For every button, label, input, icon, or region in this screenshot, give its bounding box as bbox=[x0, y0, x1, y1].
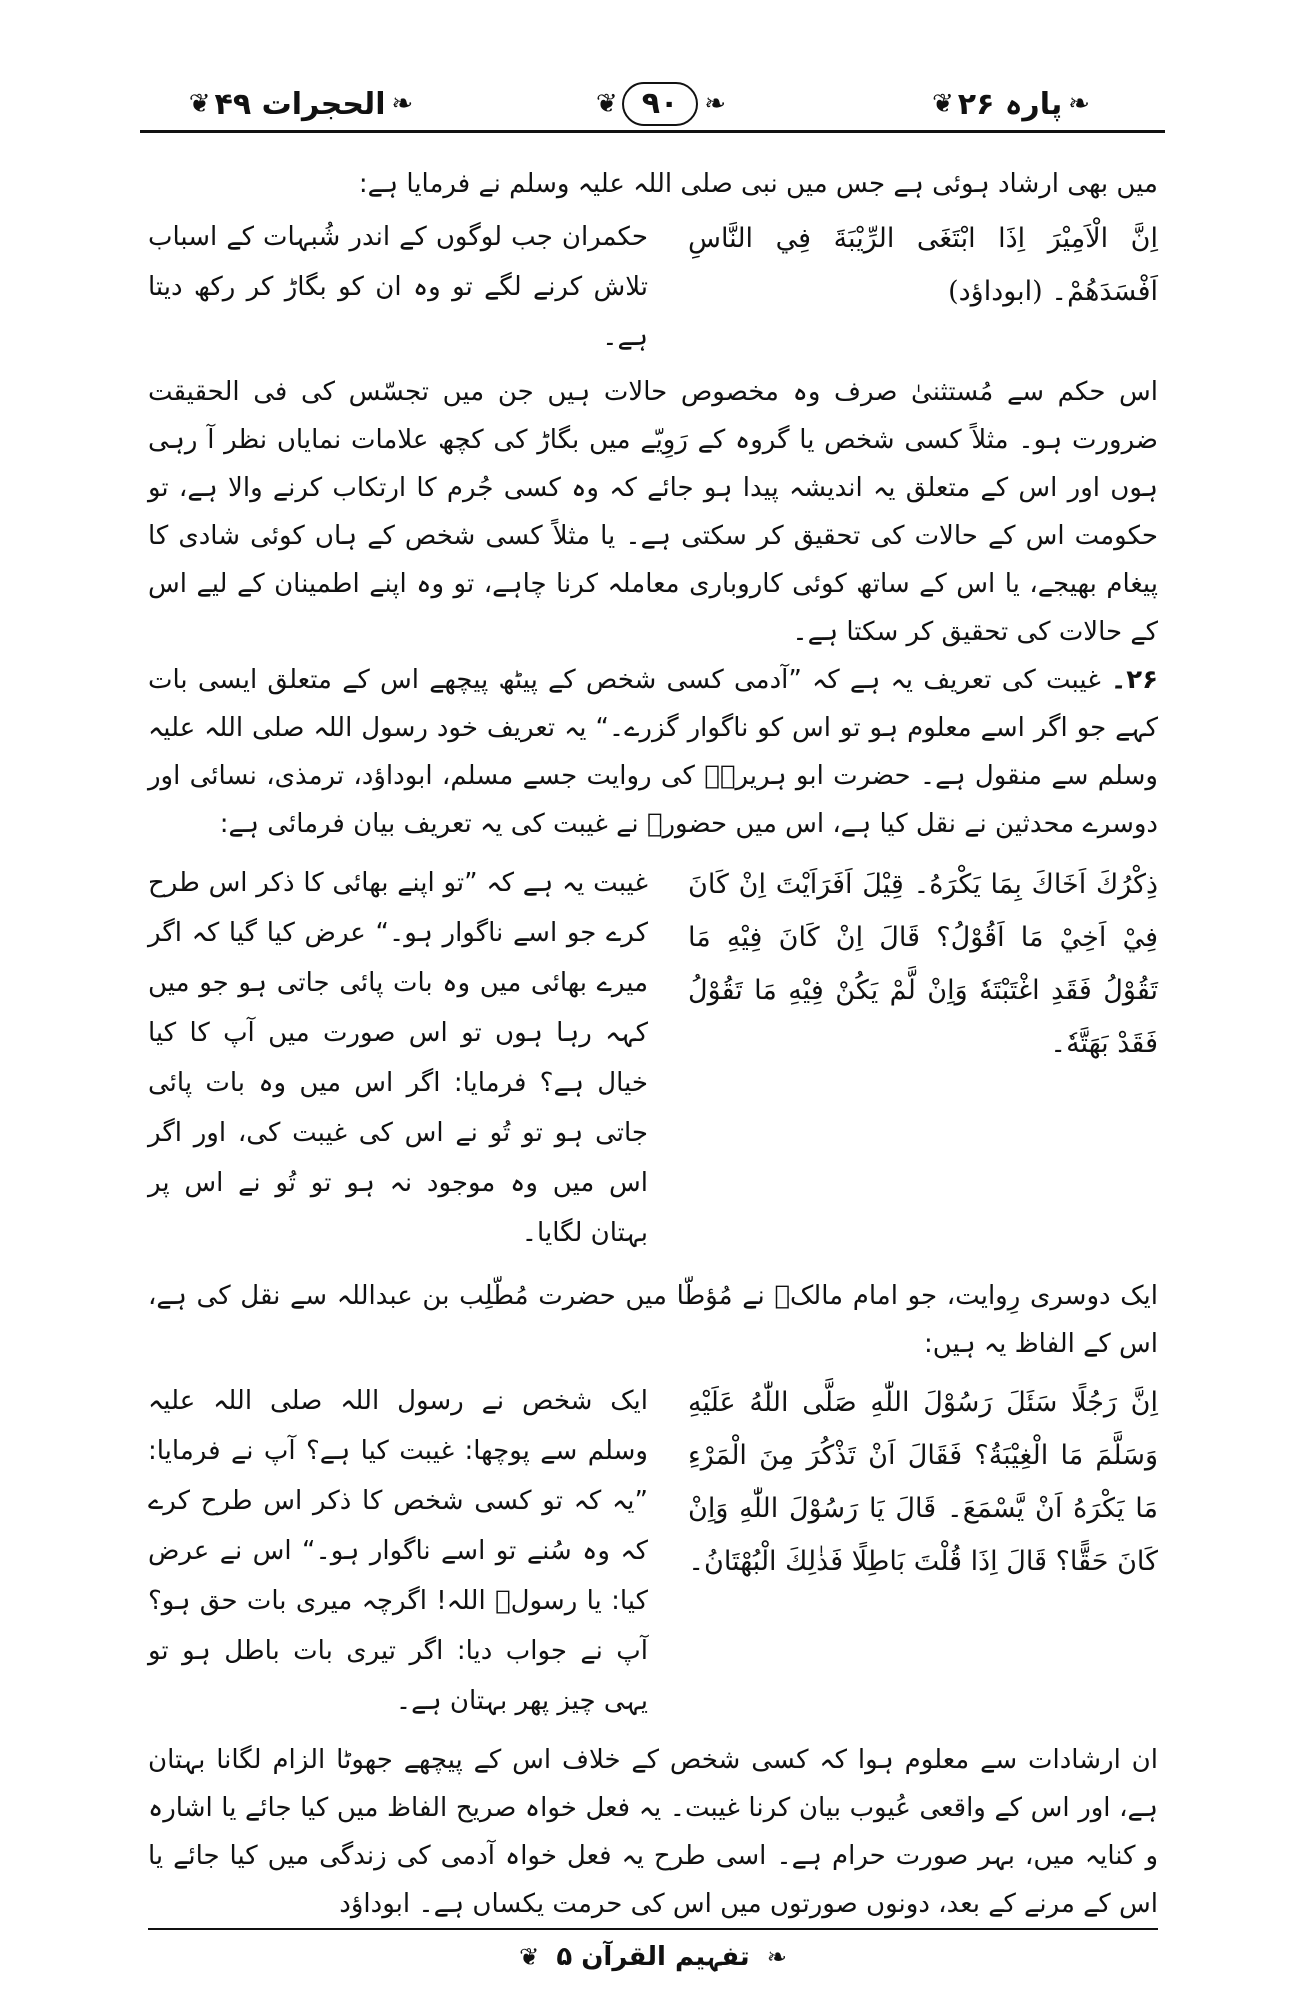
ornament-icon: ❧ bbox=[391, 89, 412, 119]
quote-block-2 bbox=[148, 858, 1158, 1258]
arabic-quote-1: اِنَّ الْاَمِيْرَ اِذَا ابْتَغَى الرِّيْبَةَ فِي النَّاسِ اَفْسَدَهُمْ۔ (ابوداؤد) bbox=[688, 223, 1158, 307]
page-body bbox=[148, 160, 1158, 1928]
page-footer bbox=[148, 1928, 1158, 1988]
urdu-translation-1: حکمران جب لوگوں کے اندر شُبہات کے اسباب تلاش کرنے لگے تو وہ ان کو بگاڑ کر رکھ دیتا ہے۔ bbox=[148, 222, 648, 352]
quote-block-3 bbox=[148, 1376, 1158, 1726]
footer-title-text: تفہیم القرآن ۵ bbox=[556, 1942, 750, 1972]
paragraph-3-text: غیبت کی تعریف یہ ہے کہ ”آدمی کسی شخص کے پیٹھ پیچھے اس کے متعلق ایسی بات کہے جو اگر اسے معلوم ہو تو اس کو ناگوار گزرے۔“ یہ تعریف خود رسول اللہ صلی اللہ علیہ وسلم سے منقول ہے۔ حضرت ابو ہریرہؓ کی روایت جسے مسلم، ابوداؤد، ترمذی، نسائی اور دوسرے محدثین نے نقل کیا ہے، اس میں حضورؐ نے غیبت کی یہ تعریف بیان فرمائی ہے: bbox=[148, 665, 1158, 839]
ornament-icon: ❦ bbox=[188, 89, 209, 119]
ornament-icon: ❦ bbox=[595, 89, 616, 119]
footer-rule bbox=[148, 1928, 1158, 1930]
page-number-text: ۹۰ bbox=[622, 82, 699, 126]
para-label bbox=[860, 78, 1160, 130]
page-header bbox=[140, 78, 1165, 138]
arabic-quote-3: اِنَّ رَجُلًا سَئَلَ رَسُوْلَ اللّٰهِ صَلَّى اللّٰهُ عَلَيْهِ وَسَلَّمَ مَا الْغِيْبَةُ؟ فَقَالَ اَنْ تَذْكُرَ مِنَ الْمَرْءِ مَا يَكْرَهُ اَنْ يَّسْمَعَ۔ قَالَ يَا رَسُوْلَ اللّٰهِ وَاِنْ كَانَ حَقًّا؟ قَالَ اِذَا قُلْتَ بَاطِلًا فَذٰلِكَ الْبُهْتَانُ۔ bbox=[688, 1387, 1158, 1577]
surah-label bbox=[150, 78, 450, 130]
paragraph-4: ایک دوسری رِوایت، جو امام مالکؒ نے مُؤطّا میں حضرت مُطّلِب بن عبداللہ سے نقل کی ہے، اس کے الفاظ یہ ہیں: bbox=[148, 1281, 1158, 1359]
note-number: ۲۶۔ bbox=[1111, 665, 1159, 695]
paragraph-5: ان ارشادات سے معلوم ہوا کہ کسی شخص کے خلاف اس کے پیچھے جھوٹا الزام لگانا بہتان ہے، اور اس کے واقعی عُیوب بیان کرنا غیبت۔ یہ فعل خواہ صریح الفاظ میں کیا جائے یا اشارہ و کنایہ میں، بہر صورت حرام ہے۔ اسی طرح یہ فعل خواہ آدمی کی زندگی میں کیا جائے یا اس کے مرنے کے بعد، دونوں صورتوں میں اس کی حرمت یکساں ہے۔ ابوداؤد bbox=[148, 1745, 1158, 1919]
ornament-icon: ❦ bbox=[931, 89, 952, 119]
arabic-quote-2: ذِكْرُكَ اَخَاكَ بِمَا يَكْرَهُ۔ قِيْلَ اَفَرَاَيْتَ اِنْ كَانَ فِيْ اَخِيْ مَا اَقُوْلُ؟ قَالَ اِنْ كَانَ فِيْهِ مَا تَقُوْلُ فَقَدِ اغْتَبْتَهٗ وَاِنْ لَّمْ يَكُنْ فِيْهِ مَا تَقُوْلُ فَقَدْ بَهَتَّهٗ۔ bbox=[688, 869, 1158, 1059]
ornament-icon: ❧ bbox=[704, 89, 725, 119]
paragraph-3 bbox=[148, 656, 1158, 848]
para-text: پارہ ۲۶ bbox=[957, 86, 1063, 122]
paragraph-1: میں بھی ارشاد ہوئی ہے جس میں نبی صلی اللہ علیہ وسلم نے فرمایا ہے: bbox=[358, 169, 1158, 199]
urdu-translation-2: غیبت یہ ہے کہ ”تو اپنے بھائی کا ذکر اس طرح کرے جو اسے ناگوار ہو۔“ عرض کیا گیا کہ اگر میرے بھائی میں وہ بات پائی جاتی ہو جو میں کہہ رہا ہوں تو اس صورت میں آپ کا کیا خیال ہے؟ فرمایا: اگر اس میں وہ بات پائی جاتی ہو تو تُو نے اس کی غیبت کی، اور اگر اس میں وہ موجود نہ ہو تو تُو نے اس پر بہتان لگایا۔ bbox=[148, 868, 648, 1248]
quote-block-1 bbox=[148, 212, 1158, 362]
ornament-icon: ❦ bbox=[519, 1943, 540, 1971]
paragraph-2: اس حکم سے مُستثنیٰ صرف وہ مخصوص حالات ہیں جن میں تجسّس کی فی الحقیقت ضرورت ہو۔ مثلاً کسی شخص یا گروہ کے رَوِیّے میں بگاڑ کی کچھ علامات نمایاں نظر آ رہی ہوں اور اس کے متعلق یہ اندیشہ پیدا ہو جائے کہ وہ کسی جُرم کا ارتکاب کرنے والا ہے، تو حکومت اس کے حالات کی تحقیق کر سکتی ہے۔ یا مثلاً کسی شخص کے ہاں کوئی شادی کا پیغام بھیجے، یا اس کے ساتھ کوئی کاروباری معاملہ کرنا چاہے، تو وہ اپنے اطمینان کے لیے اس کے حالات کی تحقیق کر سکتا ہے۔ bbox=[148, 377, 1158, 647]
footer-title bbox=[148, 1942, 1158, 1972]
ornament-icon: ❧ bbox=[766, 1943, 787, 1971]
page-number bbox=[540, 78, 780, 130]
ornament-icon: ❧ bbox=[1068, 89, 1089, 119]
urdu-translation-3: ایک شخص نے رسول اللہ صلی اللہ علیہ وسلم سے پوچھا: غیبت کیا ہے؟ آپ نے فرمایا: ”یہ کہ تو کسی شخص کا ذکر اس طرح کرے کہ وہ سُنے تو اسے ناگوار ہو۔“ اس نے عرض کیا: یا رسولؐ اللہ! اگرچہ میری بات حق ہو؟ آپ نے جواب دیا: اگر تیری بات باطل ہو تو یہی چیز پھر بہتان ہے۔ bbox=[148, 1386, 648, 1716]
header-rule bbox=[140, 130, 1165, 133]
surah-text: الحجرات ۴۹ bbox=[214, 86, 386, 122]
